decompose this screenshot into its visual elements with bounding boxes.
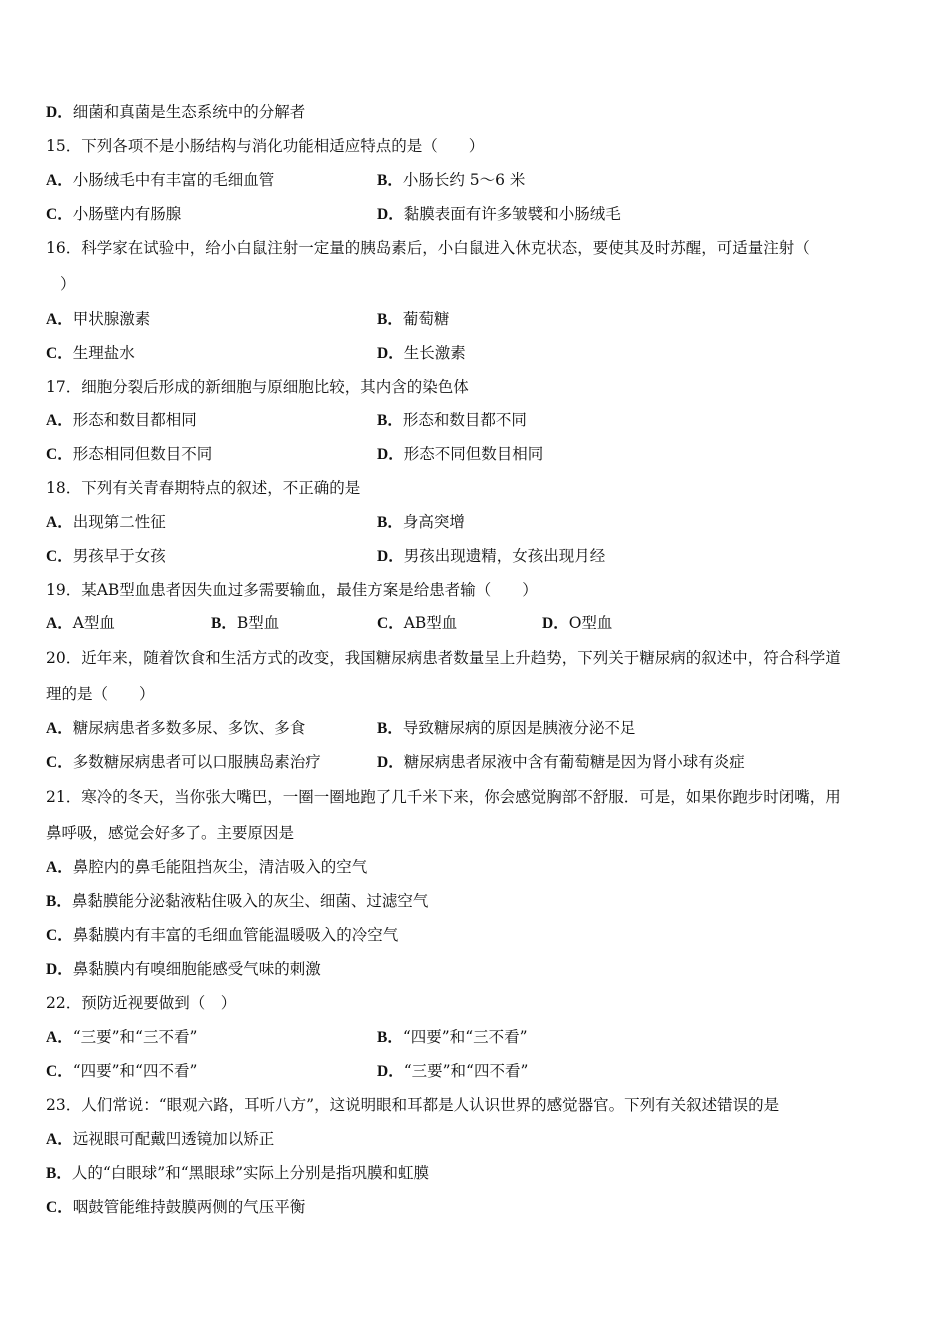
option-text: “三要”和“四不看” (403, 1062, 529, 1080)
q22-stem: 22．预防近视要做到（ ） (46, 994, 237, 1012)
q22-option-a (46, 1027, 197, 1048)
option-letter: A． (46, 859, 73, 876)
q16-option-b (377, 309, 449, 330)
option-letter: A． (46, 720, 73, 737)
option-text: “四要”和“三不看” (402, 1028, 528, 1046)
q20-option-c (46, 752, 321, 773)
option-text: 咽鼓管能维持鼓膜两侧的气压平衡 (72, 1198, 306, 1216)
option-text: 甲状腺激素 (72, 310, 151, 328)
option-text: 多数糖尿病患者可以口服胰岛素治疗 (72, 753, 321, 771)
option-text: 葡萄糖 (402, 310, 450, 328)
q16-option-c (46, 343, 135, 364)
option-letter: C． (46, 206, 73, 223)
option-letter: A． (46, 514, 73, 531)
q15-stem: 15．下列各项不是小肠结构与消化功能相适应特点的是（ ） (46, 137, 485, 155)
q21-option-a (46, 857, 367, 878)
option-letter: B． (377, 172, 403, 189)
option-text: 鼻黏膜内有嗅细胞能感受气味的刺激 (72, 960, 321, 978)
option-text: 鼻黏膜内有丰富的毛细血管能温暖吸入的冷空气 (72, 926, 399, 944)
q17-option-c (46, 444, 212, 465)
option-text: 远视眼可配戴凹透镜加以矫正 (72, 1130, 275, 1148)
option-text: B型血 (236, 614, 280, 632)
option-letter: A． (46, 1029, 73, 1046)
q20-stem: 20．近年来，随着饮食和生活方式的改变，我国糖尿病患者数量呈上升趋势，下列关于糖尿病的叙述中，符合科学道 (46, 649, 841, 667)
q18-option-c (46, 546, 166, 567)
q21-option-c (46, 925, 398, 946)
option-letter: D． (377, 345, 404, 362)
option-text: 小肠绒毛中有丰富的毛细血管 (72, 171, 275, 189)
option-text: 糖尿病患者尿液中含有葡萄糖是因为肾小球有炎症 (403, 753, 745, 771)
option-letter: C． (46, 1063, 73, 1080)
q16-stem: 16．科学家在试验中，给小白鼠注射一定量的胰岛素后，小白鼠进入休克状态，要使其及时苏醒，可适量注射（ (46, 239, 810, 257)
option-letter: D． (377, 1063, 404, 1080)
option-letter: D． (377, 446, 404, 463)
q18-option-b (377, 512, 465, 533)
option-letter: C． (46, 1199, 73, 1216)
q16-option-a (46, 309, 150, 330)
option-text: 细菌和真菌是生态系统中的分解者 (72, 103, 306, 121)
option-letter: B． (211, 615, 237, 632)
option-text: 形态相同但数目不同 (72, 445, 213, 463)
option-text: 糖尿病患者多数多尿、多饮、多食 (72, 719, 306, 737)
option-text: O型血 (568, 614, 613, 632)
option-letter: C． (46, 548, 73, 565)
q17-option-b (377, 410, 527, 431)
option-letter: B． (377, 412, 403, 429)
option-text: 鼻腔内的鼻毛能阻挡灰尘，清洁吸入的空气 (72, 858, 368, 876)
option-letter: A． (46, 1131, 73, 1148)
q16-option-d (377, 343, 466, 364)
q22-option-b (377, 1027, 528, 1048)
option-letter: B． (377, 1029, 403, 1046)
q20-stem-continuation: 理的是（ ） (46, 685, 155, 703)
q15-option-d (377, 204, 621, 225)
option-text: “三要”和“三不看” (72, 1028, 198, 1046)
q23-stem: 23．人们常说：“眼观六路，耳听八方”，这说明眼和耳都是人认识世界的感觉器官。下列有关叙述错误的是 (46, 1096, 780, 1114)
option-text: 形态和数目都相同 (72, 411, 197, 429)
q18-option-d (377, 546, 605, 567)
option-letter: C． (46, 446, 73, 463)
option-letter: B． (377, 720, 403, 737)
option-text: 导致糖尿病的原因是胰液分泌不足 (402, 719, 636, 737)
q18-option-a (46, 512, 166, 533)
option-text: 小肠壁内有肠腺 (72, 205, 182, 223)
option-text: 形态不同但数目相同 (403, 445, 544, 463)
option-text: 黏膜表面有许多皱襞和小肠绒毛 (403, 205, 621, 223)
option-text: 身高突增 (402, 513, 465, 531)
option-letter: A． (46, 615, 73, 632)
option-text: 人的“白眼球”和“黑眼球”实际上分别是指巩膜和虹膜 (71, 1164, 430, 1182)
q23-option-b (46, 1163, 429, 1184)
q18-stem: 18．下列有关青春期特点的叙述，不正确的是 (46, 479, 361, 497)
option-letter: D． (377, 754, 404, 771)
option-letter: D． (542, 615, 569, 632)
option-letter: B． (46, 893, 72, 910)
q20-option-a (46, 718, 305, 739)
q21-stem-continuation: 鼻呼吸，感觉会好多了。主要原因是 (46, 824, 295, 842)
option-text: AB型血 (403, 614, 458, 632)
option-text: 男孩早于女孩 (72, 547, 166, 565)
q20-option-d (377, 752, 745, 773)
q16-stem-continuation: ） (60, 275, 76, 293)
option-letter: C． (46, 927, 73, 944)
option-letter: C． (377, 615, 404, 632)
q14-option-d (46, 102, 305, 123)
q20-option-b (377, 718, 635, 739)
q17-stem: 17．细胞分裂后形成的新细胞与原细胞比较，其内含的染色体 (46, 378, 469, 396)
option-text: 男孩出现遗精，女孩出现月经 (403, 547, 606, 565)
option-letter: A． (46, 311, 73, 328)
option-letter: B． (377, 514, 403, 531)
option-letter: B． (377, 311, 403, 328)
option-letter: C． (46, 754, 73, 771)
q15-option-c (46, 204, 181, 225)
q23-option-c (46, 1197, 305, 1218)
option-letter: B． (46, 1165, 72, 1182)
option-letter: D． (46, 961, 73, 978)
option-letter: C． (46, 345, 73, 362)
q19-stem: 19．某AB型血患者因失血过多需要输血，最佳方案是给患者输（ ） (46, 581, 538, 599)
q21-stem: 21．寒冷的冬天，当你张大嘴巴，一圈一圈地跑了几千米下来，你会感觉胸部不舒服．可是，如果你跑步时闭嘴，用 (46, 788, 841, 806)
q19-option-b (211, 613, 279, 634)
option-letter: D． (377, 548, 404, 565)
q23-option-a (46, 1129, 274, 1150)
option-text: 鼻黏膜能分泌黏液粘住吸入的灰尘、细菌、过滤空气 (71, 892, 429, 910)
q21-option-d (46, 959, 321, 980)
q22-option-d (377, 1061, 528, 1082)
option-text: 形态和数目都不同 (402, 411, 527, 429)
q19-option-c (377, 613, 457, 634)
q21-option-b (46, 891, 428, 912)
option-text: 出现第二性征 (72, 513, 166, 531)
q15-option-a (46, 170, 274, 191)
option-letter: D． (46, 104, 73, 121)
q22-option-c (46, 1061, 197, 1082)
option-letter: A． (46, 172, 73, 189)
option-letter: A． (46, 412, 73, 429)
q19-option-d (542, 613, 612, 634)
option-text: 生理盐水 (72, 344, 135, 362)
q15-option-b (377, 170, 525, 191)
q19-option-a (46, 613, 115, 634)
option-text: 小肠长约 5～6 米 (402, 171, 526, 189)
q17-option-a (46, 410, 197, 431)
option-letter: D． (377, 206, 404, 223)
option-text: “四要”和“四不看” (72, 1062, 198, 1080)
q17-option-d (377, 444, 543, 465)
option-text: A型血 (72, 614, 115, 632)
option-text: 生长激素 (403, 344, 466, 362)
